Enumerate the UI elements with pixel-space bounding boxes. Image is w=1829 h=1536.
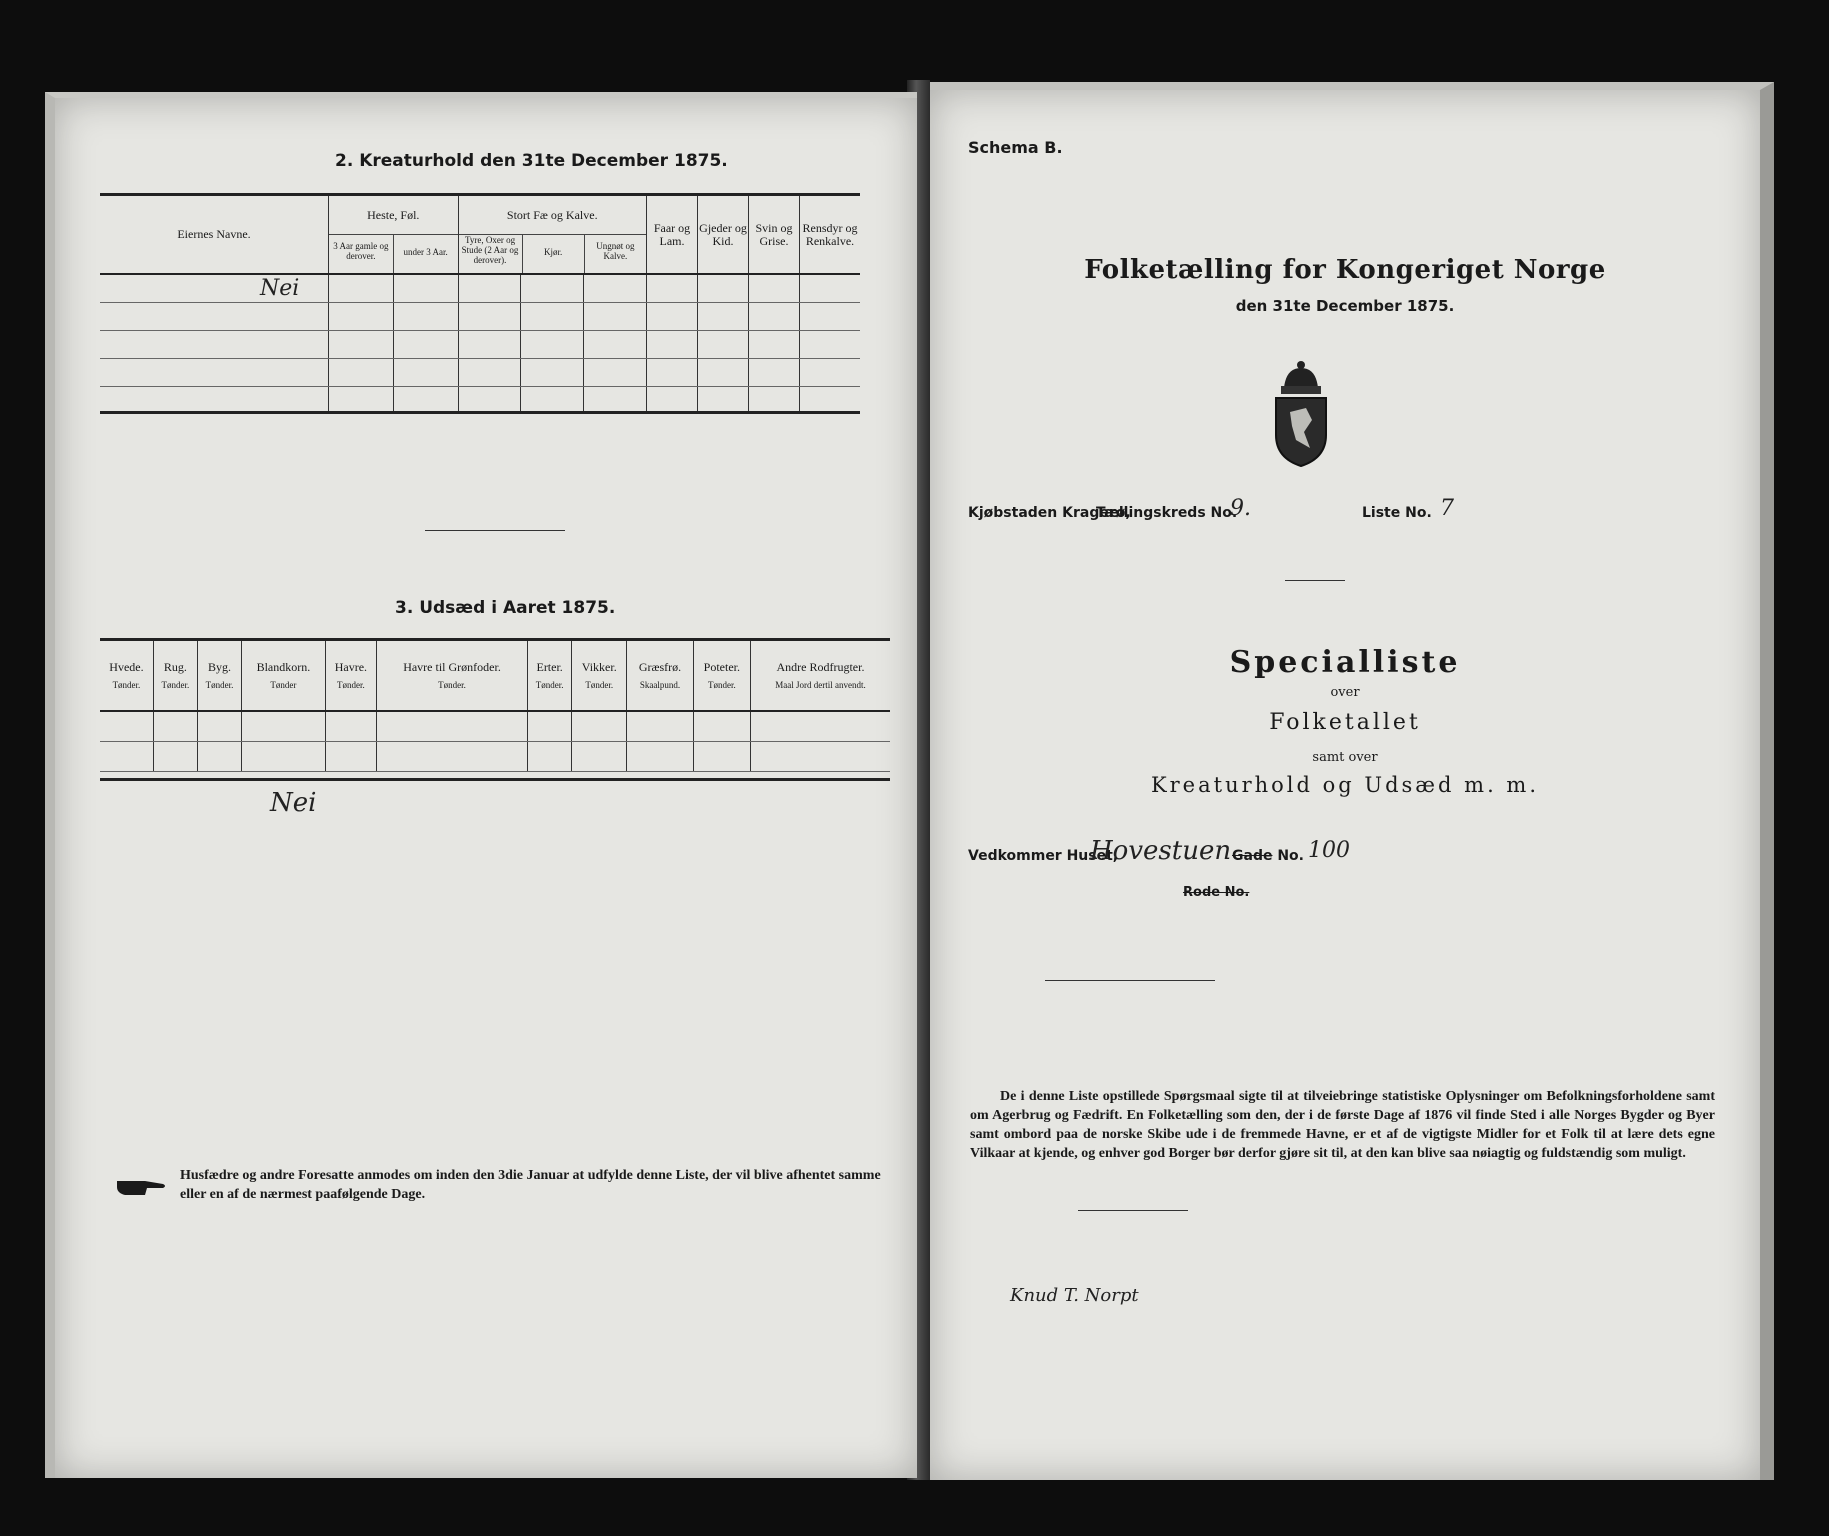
seed-col-unit: Tønder. xyxy=(438,680,466,690)
seed-cell xyxy=(750,741,890,771)
street-label: Gade No. xyxy=(1232,848,1304,864)
seed-cell xyxy=(153,711,197,741)
seed-col-header xyxy=(197,641,241,711)
right-page xyxy=(930,82,1774,1480)
seed-col-unit: Maal Jord dertil anvendt. xyxy=(775,680,866,690)
seed-col-unit: Tønder. xyxy=(585,680,614,690)
samt-over-text: samt over xyxy=(1312,750,1378,765)
seed-col-name: Byg. xyxy=(207,660,231,674)
explanation-paragraph: De i denne Liste opstillede Spørgsmaal sigte til at tilveiebringe statistiske Oplysninger om Befolkningsforholdene samt om Agerbrug og Fædrift. En Folketælling som den, der i de første Dage af 1876 vil finde Sted i alle Norges Bygder og Byer samt ombord paa de norske Skibe ude i de fremmede Havne, er et af de vigtigste Midler for et Folk til at lære dets egne Vilkaar at kjende, og enhver god Borger bør derfor gjøre sit til, at den kan blive saa nøiagtig og fuldstændig som muligt. xyxy=(970,1089,1715,1161)
list-number: 7 xyxy=(1440,496,1454,521)
district-label: Tællingskreds No. xyxy=(1096,505,1238,521)
seed-col-unit: Tønder. xyxy=(707,680,736,690)
cattle-col-header: Stort Fæ og Kalve. Tyre, Oxer og Stude (2 Aar og derover). Kjør. Ungnøt og Kalve. xyxy=(458,196,647,274)
section3-title: 3. Udsæd i Aaret 1875. xyxy=(395,598,616,618)
seed-col-name: Vikker. xyxy=(581,660,617,674)
subtitle-text: Kreaturhold og Udsæd m. m. xyxy=(1150,773,1540,797)
divider xyxy=(1078,1210,1188,1211)
location-label: Kjøbstaden Kragerø, xyxy=(968,505,1131,521)
seed-cell xyxy=(376,741,527,771)
reindeer-col-header: Rensdyr og Renkalve. xyxy=(800,196,861,274)
street-word: Gade xyxy=(1232,848,1273,864)
divider xyxy=(1045,980,1215,981)
seed-table xyxy=(100,641,890,772)
seed-cell xyxy=(242,741,326,771)
seed-col-name: Havre til Grønfoder. xyxy=(403,660,501,674)
rode-label: Rode No. xyxy=(1183,885,1250,900)
seed-cell xyxy=(693,741,750,771)
seed-entry: Nei xyxy=(270,788,317,818)
seed-cell xyxy=(528,741,572,771)
seed-col-header xyxy=(153,641,197,711)
left-page xyxy=(45,92,917,1478)
seed-col-header xyxy=(325,641,376,711)
pointing-hand-icon xyxy=(115,1173,167,1199)
table-row xyxy=(100,358,860,386)
horses-old-header: 3 Aar gamle og derover. xyxy=(329,235,394,273)
table-row xyxy=(100,386,860,412)
seed-col-name: Poteter. xyxy=(703,660,740,674)
cattle-young-header: Ungnøt og Kalve. xyxy=(596,241,635,261)
seed-cell xyxy=(153,741,197,771)
seed-cell xyxy=(197,741,241,771)
house-name: Hovestuen xyxy=(1090,836,1232,866)
document-title: Folketælling for Kongeriget Norge xyxy=(1084,255,1606,285)
seed-col-name: Havre. xyxy=(334,660,368,674)
specialliste-heading: Specialliste xyxy=(1229,645,1461,680)
seed-cell xyxy=(627,741,693,771)
seed-cell xyxy=(572,711,627,741)
cattle-bulls-header: Tyre, Oxer og Stude (2 Aar og derover). xyxy=(459,235,523,273)
folketallet-text: Folketallet xyxy=(1269,710,1421,735)
horses-col-header: Heste, Føl. 3 Aar gamle og derover. under 3 Aar. xyxy=(329,196,459,274)
signature: Knud T. Norpt xyxy=(1010,1285,1139,1306)
seed-cell xyxy=(693,711,750,741)
seed-col-name: Blandkorn. xyxy=(256,660,311,674)
seed-col-unit: Tønder. xyxy=(205,680,234,690)
seed-col-unit: Tønder. xyxy=(336,680,365,690)
seed-col-unit: Tønder. xyxy=(161,680,190,690)
seed-col-header xyxy=(627,641,693,711)
seed-cell xyxy=(376,711,527,741)
pigs-col-header: Svin og Grise. xyxy=(749,196,800,274)
cattle-cows-header: Kjør. xyxy=(523,235,585,273)
list-label: Liste No. xyxy=(1362,505,1432,521)
seed-col-name: Erter. xyxy=(536,660,563,674)
seed-col-unit: Tønder. xyxy=(112,680,141,690)
district-number: 9. xyxy=(1230,496,1251,521)
seed-col-header xyxy=(572,641,627,711)
coat-of-arms-icon xyxy=(1266,360,1336,470)
seed-col-header xyxy=(528,641,572,711)
seed-cell xyxy=(100,741,153,771)
seed-cell xyxy=(325,711,376,741)
seed-cell xyxy=(242,711,326,741)
goats-col-header: Gjeder og Kid. xyxy=(698,196,749,274)
section3-bottom-rule xyxy=(100,778,890,781)
seed-cell xyxy=(325,741,376,771)
seed-col-name: Andre Rodfrugter. xyxy=(776,660,865,674)
schema-label: Schema B. xyxy=(968,138,1063,157)
seed-cell xyxy=(572,741,627,771)
seed-col-header xyxy=(242,641,326,711)
seed-col-name: Rug. xyxy=(163,660,187,674)
table-row xyxy=(100,274,860,302)
seed-cell xyxy=(627,711,693,741)
table-row xyxy=(100,302,860,330)
horses-young-header: under 3 Aar. xyxy=(403,247,448,257)
seed-cell xyxy=(100,711,153,741)
sheep-col-header: Faar og Lam. xyxy=(647,196,698,274)
seed-col-header xyxy=(750,641,890,711)
seed-col-name: Græsfrø. xyxy=(638,660,682,674)
over-text-1: over xyxy=(1330,685,1360,700)
seed-col-header xyxy=(100,641,153,711)
seed-col-unit: Tønder. xyxy=(535,680,564,690)
seed-cell xyxy=(197,711,241,741)
seed-col-header xyxy=(693,641,750,711)
document-date: den 31te December 1875. xyxy=(1235,297,1455,315)
livestock-table xyxy=(100,196,860,414)
table-row xyxy=(100,330,860,358)
section-divider xyxy=(425,530,565,531)
livestock-entry: Nei xyxy=(260,275,300,301)
seed-col-unit: Tønder xyxy=(270,680,297,690)
seed-cell xyxy=(528,711,572,741)
divider xyxy=(1285,580,1345,581)
seed-col-header xyxy=(376,641,527,711)
seed-col-name: Hvede. xyxy=(109,660,144,674)
house-label: Vedkommer Huset, xyxy=(968,848,1119,864)
seed-cell xyxy=(750,711,890,741)
section2-title: 2. Kreaturhold den 31te December 1875. xyxy=(335,151,728,171)
house-number: 100 xyxy=(1308,838,1350,863)
owner-col-header: Eiernes Navne. xyxy=(100,196,329,274)
table-row xyxy=(100,711,890,741)
table-row xyxy=(100,741,890,771)
seed-col-unit: Skaalpund. xyxy=(639,680,681,690)
notice-text: Husfædre og andre Foresatte anmodes om inden den 3die Januar at udfylde denne Liste, der vil blive afhentet samme eller en af de nærmest paafølgende Dage. xyxy=(180,1168,881,1202)
